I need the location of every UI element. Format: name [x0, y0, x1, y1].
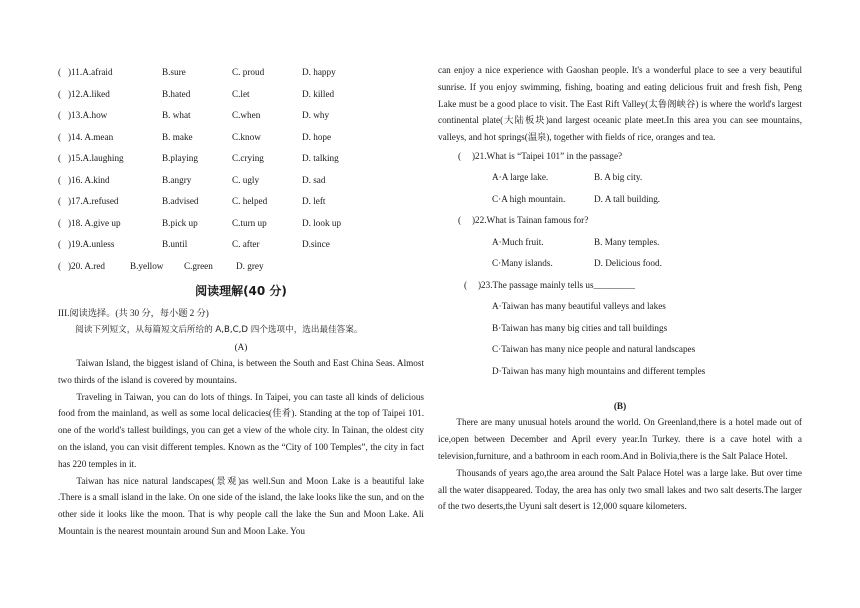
question-stem: )23.The passage mainly tells us_________	[478, 279, 635, 290]
option-c: C. after	[232, 239, 260, 249]
answer-paren[interactable]: (	[58, 217, 62, 228]
option-b: B.pick up	[162, 217, 198, 228]
question-23	[438, 275, 802, 383]
passage-a-paragraph: Taiwan has nice natural landscapes(景观)as well.Sun and Moon Lake is a beautiful lake .There is a small island in the lake. On one side of the island, the lake looks like the sun, and on the other side it looks like the moon. That is why people call the lake the Sun and Moon Lake. Ali Mountain is the nearest mountain around Sun and Moon Lake. You	[58, 475, 424, 536]
passage-b-paragraph: There are many unusual hotels around the world. On Greenland,there is a hotel made out of ice,open between December and April every year.In Turkey. there is a cave hotel with a television,furniture, and a bathroom in each room.And in Bolivia,there is the Salt Palace Hotel.	[438, 417, 802, 462]
option-d: D. Delicious food.	[594, 258, 662, 269]
question-stem: )22.What is Tainan famous for?	[472, 215, 589, 226]
option-a: )13.A.how	[68, 110, 108, 120]
answer-paren[interactable]: (	[58, 196, 62, 206]
option-c: C. proud	[232, 67, 265, 77]
option-b: B·Taiwan has many big cities and tall buildings	[492, 322, 668, 333]
cloze-question-row	[58, 62, 424, 84]
option-d: D. killed	[302, 88, 335, 99]
option-b: B.advised	[162, 196, 199, 206]
answer-paren[interactable]: (	[58, 153, 62, 163]
option-c: C·Many islands.	[492, 258, 553, 269]
cloze-question-row	[58, 170, 424, 192]
option-d: D. look up	[302, 217, 342, 228]
passage-a-paragraph: Taiwan Island, the biggest island of China, is between the South and East China Seas. Almost two thirds of the island is covered by mountains.	[58, 358, 424, 385]
option-c: C.green	[184, 260, 213, 271]
passage-b-paragraph: Thousands of years ago,the area around the Salt Palace Hotel was a large lake. But over time all the water disappeared. Today, the area has only two small lakes and two salt deserts.The larger of the two deserts,the Uyuni salt desert is 12,000 square kilometers.	[438, 467, 802, 512]
answer-paren[interactable]: (	[58, 239, 62, 249]
cloze-question-row	[58, 191, 424, 213]
option-c: C.when	[232, 110, 261, 120]
option-a: A·Much fruit.	[492, 236, 544, 247]
option-d: D·Taiwan has many high mountains and different temples	[492, 365, 706, 376]
option-d: D. A tall building.	[594, 193, 661, 204]
option-a: )19.A.unless	[68, 239, 115, 249]
answer-paren[interactable]: (	[458, 215, 462, 226]
option-a: )20. A.red	[68, 260, 105, 271]
cloze-question-row	[58, 234, 424, 256]
option-b: B. Many temples.	[594, 236, 660, 247]
option-a: )15.A.laughing	[68, 153, 124, 163]
option-b: B. what	[162, 110, 191, 120]
option-a: )11.A.afraid	[68, 67, 113, 77]
option-d: D. left	[302, 196, 326, 206]
option-d: D. talking	[302, 153, 339, 163]
question-stem: )21.What is “Taipei 101” in the passage?	[472, 150, 623, 161]
question-22	[438, 210, 802, 275]
option-b: B.playing	[162, 153, 198, 163]
option-c: C·A high mountain.	[492, 193, 566, 204]
option-b: B. make	[162, 131, 193, 142]
option-b: B.yellow	[130, 260, 164, 271]
option-c: C·Taiwan has many nice people and natural landscapes	[492, 344, 696, 355]
passage-b-label: (B)	[613, 401, 627, 412]
cloze-question-row	[58, 105, 424, 127]
option-c: C. ugly	[232, 174, 260, 185]
cloze-question-row	[58, 213, 424, 235]
option-b: B. A big city.	[594, 172, 643, 183]
option-a: )14. A.mean	[68, 131, 114, 142]
instruction-text: 阅读下列短文，从每篇短文后所给的 A,B,C,D 四个选项中，选出最佳答案。	[75, 325, 363, 335]
option-d: D. happy	[302, 67, 336, 77]
answer-paren[interactable]: (	[458, 150, 462, 161]
option-b: B.sure	[162, 67, 186, 77]
passage-a-label: (A)	[234, 342, 248, 352]
answer-paren[interactable]: (	[58, 110, 62, 120]
option-a: A·Taiwan has many beautiful valleys and lakes	[492, 301, 666, 312]
passage-a-paragraph: Traveling in Taiwan, you can do lots of things. In Taipei, you can taste all kinds of delicious food from the mainland, as well as some local delicacies(佳肴). Standing at the top of Taipei 101. one of the world's tallest buildings, you can get a view of the whole city. In Tainan, the oldest city on the island, you can visit different temples. Known as the “City of 100 Temples”, the city in fact has 220 temples in it.	[58, 391, 424, 469]
option-d: D.since	[302, 239, 330, 249]
section-iii-title: III.阅读选择。(共 30 分，每小题 2 分)	[58, 308, 209, 318]
question-21	[438, 146, 802, 211]
option-c: C.let	[232, 88, 250, 99]
option-d: D. sad	[302, 174, 326, 185]
answer-paren[interactable]: (	[464, 279, 468, 290]
option-c: C.turn up	[232, 217, 267, 228]
option-c: C.know	[232, 131, 261, 142]
cloze-question-row	[58, 148, 424, 170]
option-b: B.hated	[162, 88, 191, 99]
option-c: C.crying	[232, 153, 264, 163]
reading-heading: 阅读理解(40 分)	[195, 284, 287, 298]
answer-paren[interactable]: (	[58, 131, 62, 142]
cloze-question-list	[58, 62, 424, 277]
answer-paren[interactable]: (	[58, 88, 62, 99]
answer-paren[interactable]: (	[58, 174, 62, 185]
option-a: A·A large lake.	[492, 172, 549, 183]
answer-paren[interactable]: (	[58, 260, 62, 271]
cloze-question-row	[58, 256, 424, 278]
cloze-question-row	[58, 127, 424, 149]
answer-paren[interactable]: (	[58, 67, 62, 77]
option-d: D. grey	[236, 260, 264, 271]
option-a: )12.A.liked	[68, 88, 110, 99]
option-d: D. why	[302, 110, 330, 120]
right-column	[438, 62, 802, 515]
option-b: B.until	[162, 239, 188, 249]
option-a: )16. A.kind	[68, 174, 110, 185]
option-a: )18. A.give up	[68, 217, 121, 228]
option-d: D. hope	[302, 131, 332, 142]
cloze-question-row	[58, 84, 424, 106]
option-b: B.angry	[162, 174, 192, 185]
passage-a-continued: can enjoy a nice experience with Gaoshan people. It's a wonderful place to see a very beautiful sunrise. If you enjoy swimming, fishing, boating and eating delicious fruit and fresh fish, Peng Lake must be a good place to visit. The East Rift Valley(太鲁阁峡谷) is where the world's largest continental plate(大陆板块)and largest oceanic plate meet.In this area you can see mountains, valleys, and hot springs(温泉), together with fields of rice, oranges and tea.	[438, 65, 802, 143]
option-a: )17.A.refused	[68, 196, 119, 206]
left-column	[58, 62, 424, 540]
option-c: C. helped	[232, 196, 268, 206]
